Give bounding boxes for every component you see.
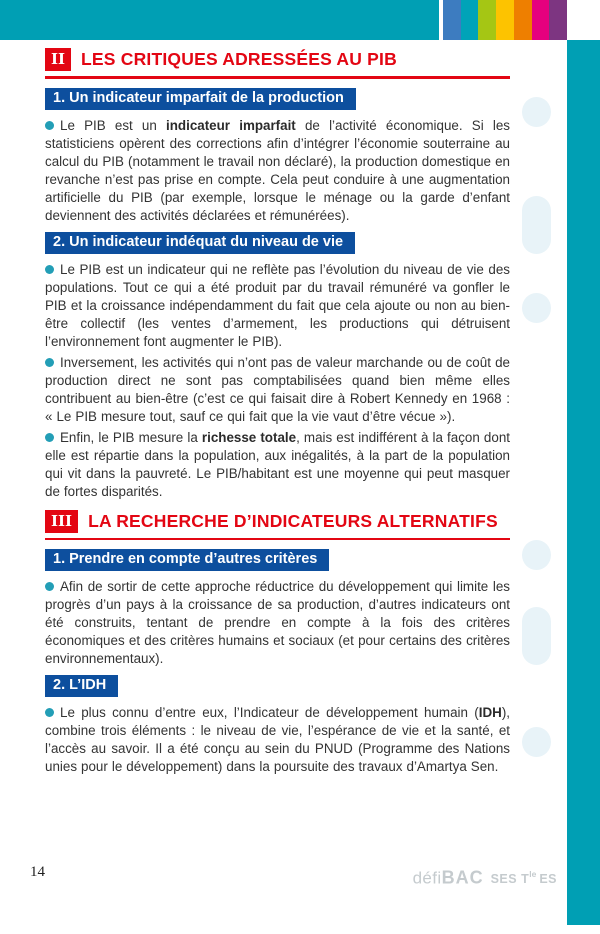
body-text: de l’activité économique. Si les statisticiens opèrent des corrections afin d’intégrer l’économie souterraine au calcul du PIB (notamment le travail non déclaré), la production domestique en revanche n’est pas prise en compte. Cela peut conduire à une augmentation artificielle du PIB (par exemple, lorsque le ménage ou la garde d’enfant deviennent des activités déclarées et rémunérées). <box>45 117 510 223</box>
section-title-rule <box>45 76 510 79</box>
section-title: LES CRITIQUES ADRESSÉES AU PIB <box>81 49 397 69</box>
color-stripe-0 <box>443 0 461 40</box>
brand-series-sup: le <box>529 869 537 879</box>
brand-level: ES <box>539 872 557 887</box>
section-ii <box>45 48 510 501</box>
bullet-icon <box>45 358 54 367</box>
watermark-circle <box>522 293 551 323</box>
emphasis-text: indicateur imparfait <box>166 117 296 133</box>
watermark-pill <box>522 196 551 254</box>
brand-series: SES T <box>490 872 530 887</box>
footer <box>30 864 557 889</box>
color-stripe-1 <box>461 0 479 40</box>
body-text: Le PIB est un <box>60 117 167 133</box>
lesson-paragraph <box>45 117 510 225</box>
lesson-content <box>45 48 510 779</box>
brand-bac: BAC <box>441 867 484 888</box>
body-text: , mais est indifférent à la façon dont elle est répartie dans la population, aux inégalités, à la part de la population qui vit dans la pauvreté. Le PIB/habitant est une moyenne qui peut masquer de fortes disparités. <box>45 429 510 499</box>
lesson-paragraph <box>45 578 510 668</box>
subsection-banner: 2. Un indicateur indéquat du niveau de vie <box>45 232 355 254</box>
lesson-paragraph <box>45 704 510 776</box>
section-heading <box>45 510 510 533</box>
color-stripe-6 <box>549 0 567 40</box>
color-stripe-3 <box>496 0 514 40</box>
brand-defi: défi <box>412 868 442 888</box>
section-title: LA RECHERCHE D’INDICATEURS ALTERNATIFS <box>88 510 498 531</box>
color-stripe-4 <box>514 0 532 40</box>
body-text: ), combine trois éléments : le niveau de vie, l’espérance de vie et la santé, et l’accès au savoir. Il a été conçu au sein du PNUD (Programme des Nations unies pour le développement) dans la poursuite des travaux d’Amartya Sen. <box>45 705 510 774</box>
color-stripe-5 <box>532 0 550 40</box>
bullet-icon <box>45 582 54 591</box>
watermark-circle <box>522 727 551 757</box>
body-text: Inversement, les activités qui n’ont pas de valeur marchande ou de coût de production direct ne sont pas comptabilisées quand bien même elles contribuent au bien-être (c’est ce qui faisait dire à Robert Kennedy en 1968 : « Le PIB mesure tout, sauf ce qui fait que la vie vaut d’être vécue »). <box>45 354 510 424</box>
body-text: Le plus connu d’entre eux, l’Indicateur de développement humain ( <box>60 705 479 720</box>
body-text: Enfin, le PIB mesure la <box>60 429 202 445</box>
header-band <box>0 0 439 40</box>
subsection-banner: 1. Prendre en compte d’autres critères <box>45 549 329 571</box>
subsection-banner: 1. Un indicateur imparfait de la production <box>45 88 356 110</box>
emphasis-text: richesse totale <box>201 429 297 445</box>
lesson-paragraph <box>45 429 510 501</box>
body-text: Le PIB est un indicateur qui ne reflète pas l’évolution du niveau de vie des populations. Tout ce qui a été produit par du travail rémunéré va gonfler le PIB et la croissance indépendamment du fait que cela ajoute ou non au bien-être collectif (les ventes d’armement, les productions qui détruisent l’environnement font augmenter le PIB). <box>45 261 510 349</box>
section-iii <box>45 510 510 777</box>
watermark-circle <box>522 97 551 127</box>
right-side-band <box>567 40 600 925</box>
brand-logo <box>413 864 557 889</box>
section-numeral-badge: II <box>45 48 71 71</box>
color-stripe-2 <box>478 0 496 40</box>
bullet-icon <box>45 121 54 130</box>
color-stripes <box>443 0 567 40</box>
section-heading <box>45 48 510 71</box>
watermark-circle <box>522 540 551 570</box>
section-numeral-badge: III <box>45 510 78 533</box>
page-number: 14 <box>30 864 45 880</box>
subsection-banner: 2. L’IDH <box>45 675 118 697</box>
bullet-icon <box>45 265 54 274</box>
watermark-pill <box>522 607 551 665</box>
body-text: Afin de sortir de cette approche réductrice du développement qui limite les progrès d’un pays à la croissance de sa production, d’autres indicateurs ont été construits, tentant de prendre en compte à la fois des critères économiques et des critères humains et sociaux (et pour certains des critères environnementaux). <box>45 579 510 666</box>
lesson-paragraph <box>45 354 510 426</box>
bullet-icon <box>45 433 54 442</box>
section-title-rule <box>45 538 510 541</box>
bullet-icon <box>45 708 54 717</box>
lesson-paragraph <box>45 261 510 351</box>
emphasis-text: IDH <box>478 705 502 720</box>
